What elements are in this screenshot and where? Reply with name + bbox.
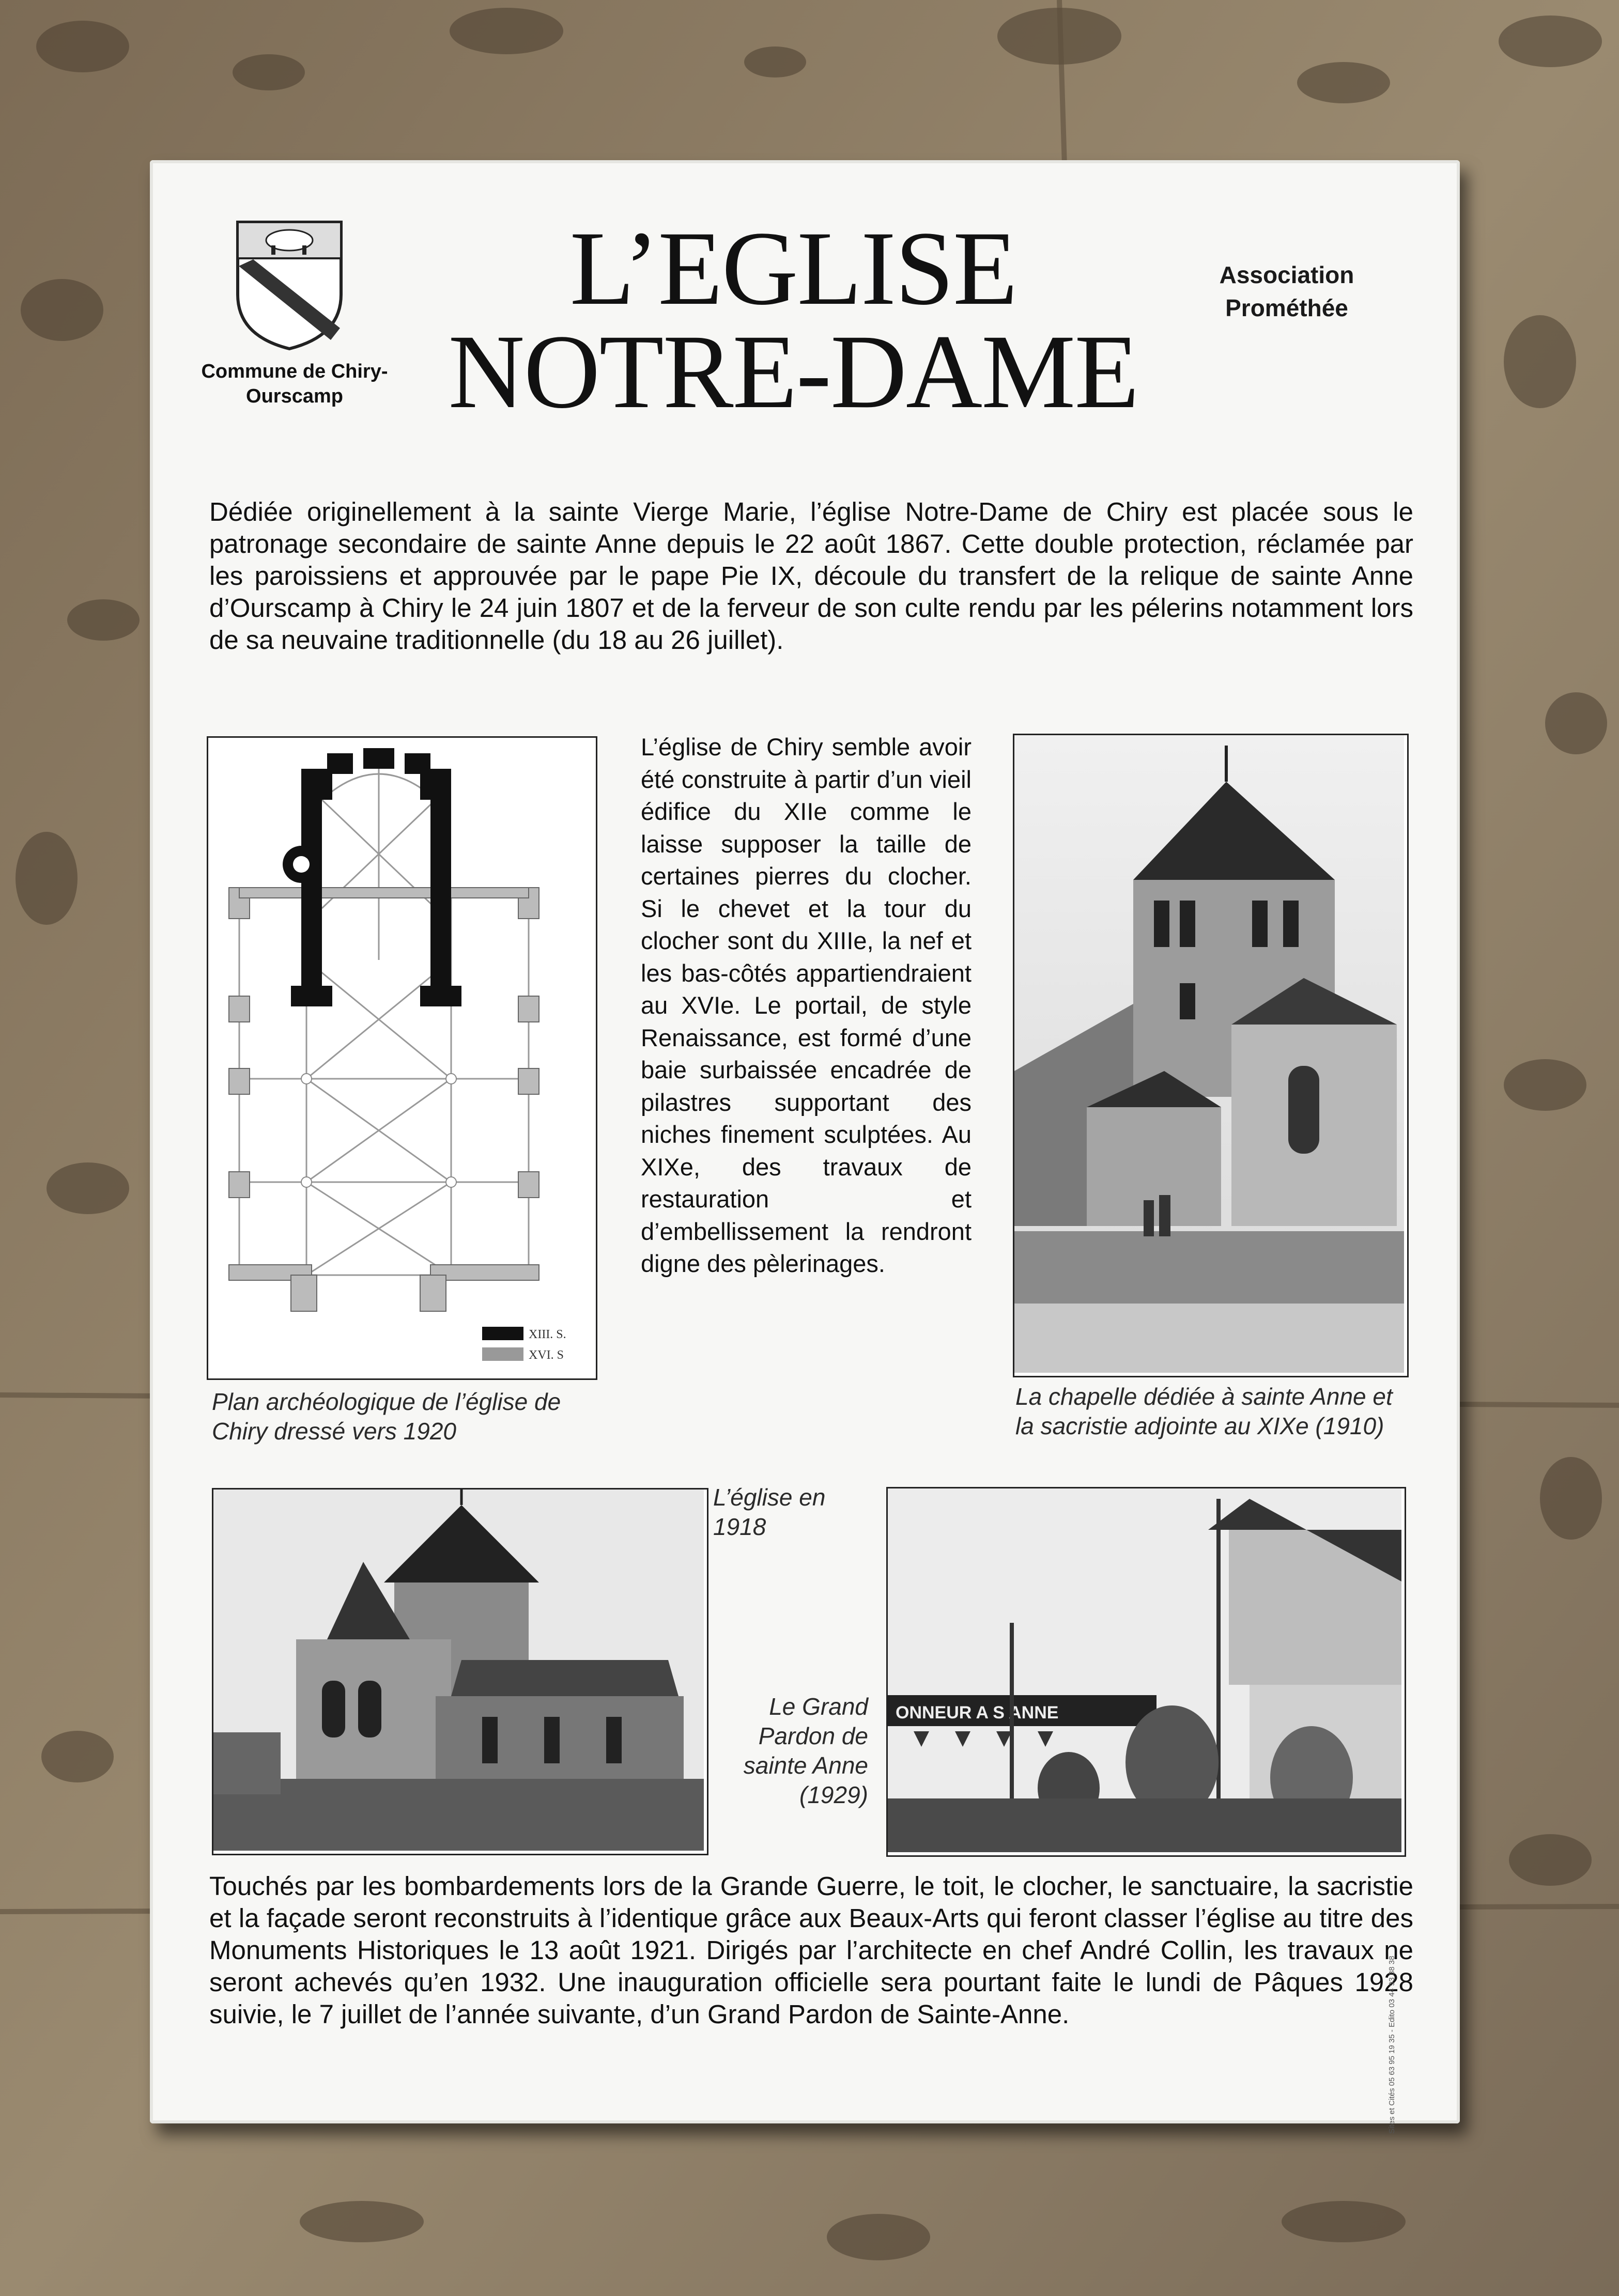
association-label: Association Prométhée [1219, 261, 1354, 321]
floor-plan-drawing [208, 738, 593, 1375]
plan-caption: Plan archéologique de l’église de Chiry dressé vers 1920 [212, 1388, 561, 1445]
coat-of-arms-icon [233, 217, 346, 351]
closing-paragraph: Touchés par les bombardements lors de la Grande Guerre, le toit, le clocher, le sanctuaire, la sacristie et la façade seront reconstruits à l’identique grâce aux Beaux-Arts qui feront classer l’église au titre des Monuments Historiques le 13 août 1921. Dirigés par l’architecte en chef André Collin, les travaux ne seront achevés qu’en 1932. Une inauguration officielle sera pourtant faite le lundi de Pâques 1928 suivie, le 7 juillet de l’année suivante, d’un Grand Pardon de Sainte-Anne. [209, 1871, 1413, 2029]
history-paragraph: L’église de Chiry semble avoir été construite à partir d’un vieil édifice du XIIe comme le laisse supposer la taille de certaines pierres du clocher. Si le chevet et la tour du clocher sont du XIIIe, la nef et les bas-côtés appartiendraient au XVIe. Le portail, de style Renaissance, est formé d’une baie surbaissée encadrée de pilastres supportant des niches finement sculptées. Au XIXe, des travaux de restauration et d’embellissement la rendront digne des pèlerinages. [641, 733, 972, 1277]
church-floor-plan [207, 736, 597, 1380]
intro-paragraph: Dédiée originellement à la sainte Vierge Marie, l’église Notre-Dame de Chiry est placée sous le patronage secondaire de sainte Anne depuis le 22 août 1867. Cette double protection, réclamée par les paroissiens et approuvée par le pape Pie IX, découle du transfert de la relique de sainte Anne d’Ourscamp à Chiry le 24 juin 1807 et de la ferveur de son culte rendu par les pélerins notamment lors de sa neuvaine traditionnelle (du 18 au 26 juillet). [209, 497, 1413, 655]
title-line-1: L’EGLISE [569, 210, 1017, 327]
information-plaque [150, 160, 1460, 2134]
page-title [419, 210, 1168, 430]
title-line-2: NOTRE-DAME [448, 313, 1138, 430]
chapel-caption: La chapelle dédiée à sainte Anne et la sacristie adjointe au XIXe (1910) [1015, 1383, 1393, 1439]
chapel-photo [1013, 734, 1409, 1377]
chapel-photo-drawing [1014, 735, 1404, 1373]
printer-credit: Sites et Cités 05 63 95 19 35 - Edito 03 44 93 38 38 [1387, 1956, 1396, 2134]
grand-pardon-photo [886, 1487, 1406, 1857]
photo-1918-caption: L’église en 1918 [713, 1484, 826, 1540]
banner-text: ONNEUR A S ANNE [896, 1703, 1059, 1723]
legend-13th-century: XIII. S. [529, 1328, 566, 1341]
grand-pardon-photo-drawing [888, 1488, 1401, 1852]
legend-16th-century: XVI. S [529, 1348, 564, 1362]
grand-pardon-caption: Le Grand Pardon de sainte Anne (1929) [743, 1693, 868, 1808]
commune-label: Commune de Chiry-Ourscamp [201, 361, 388, 407]
church-1918-photo-drawing [213, 1490, 704, 1851]
church-1918-photo [212, 1488, 708, 1855]
